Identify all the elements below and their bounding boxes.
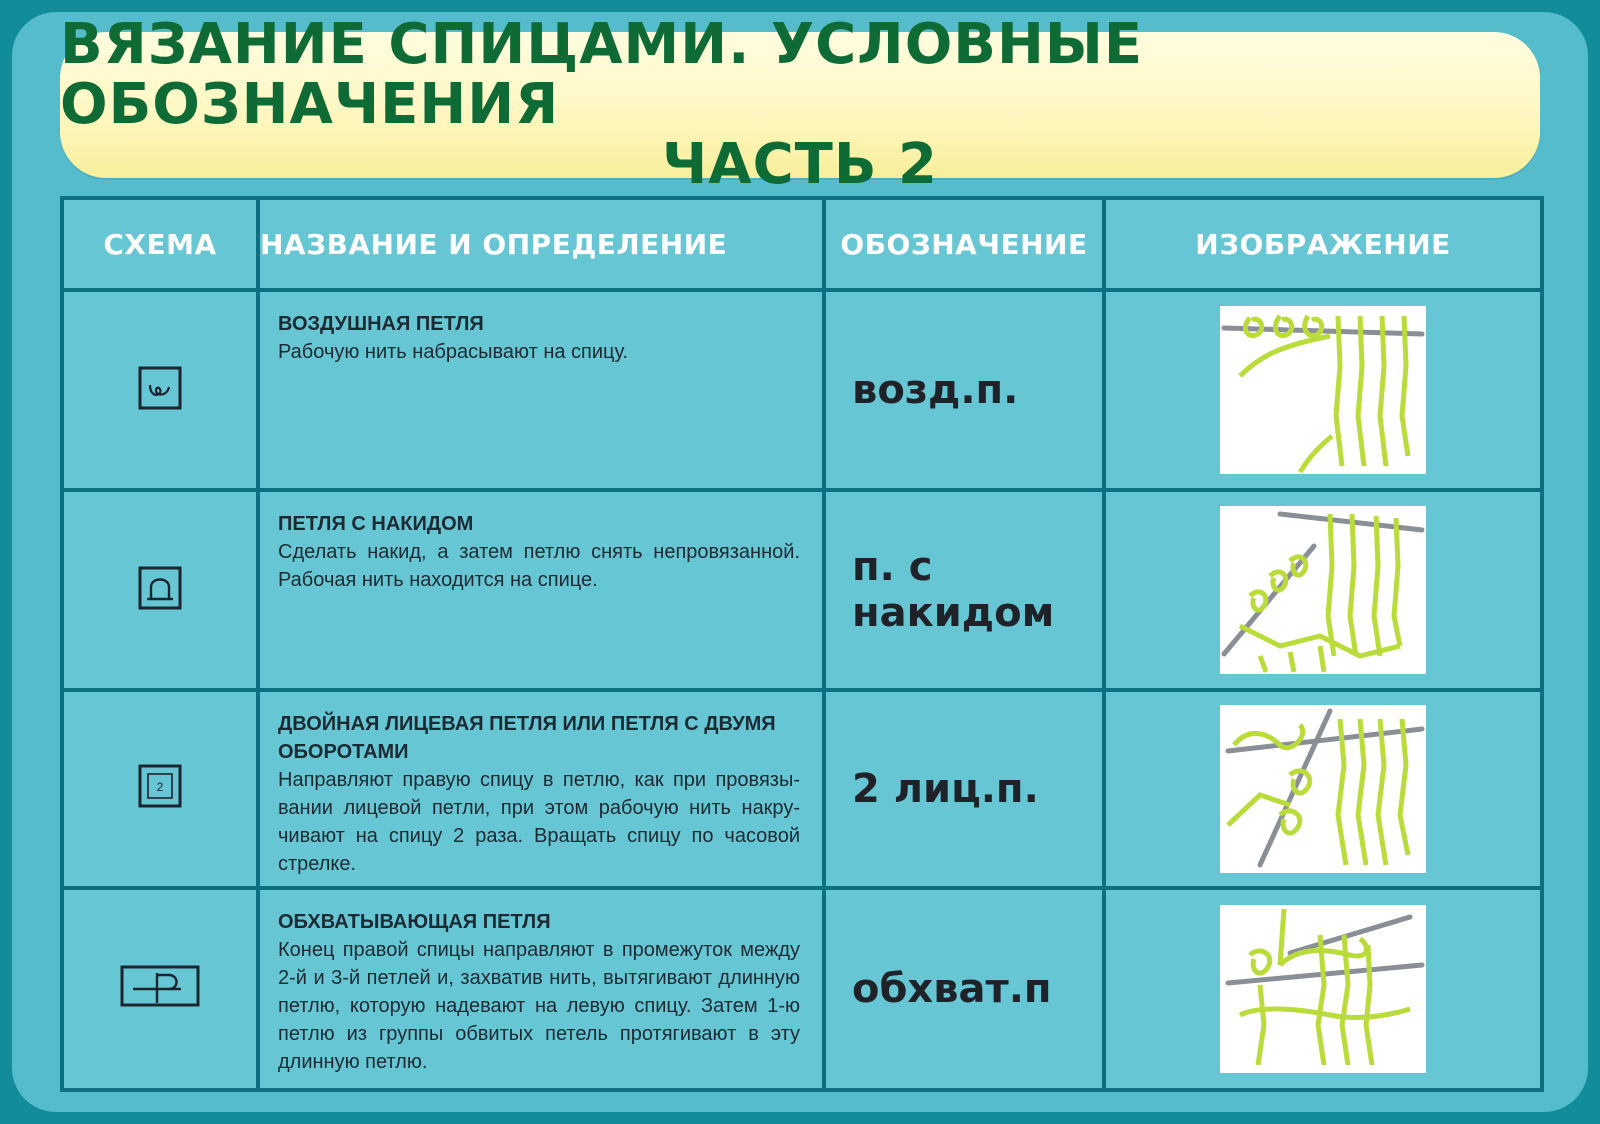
row-definition: Рабочую нить набрасывают на спицу. (278, 341, 629, 363)
knitting-illustration-icon (1220, 705, 1426, 873)
table-row (62, 690, 1542, 888)
description-cell (258, 290, 824, 490)
description-cell (258, 490, 824, 690)
table-row (62, 888, 1542, 1090)
table-row (62, 490, 1542, 690)
knitting-illustration-icon (1220, 506, 1426, 674)
table-row (62, 290, 1542, 490)
row-title: ДВОЙНАЯ ЛИЦЕВАЯ ПЕТЛЯ ИЛИ ПЕТЛЯ С ДВУМЯ ОБОРОТАМИ (278, 713, 776, 763)
notation-cell: обхват.п (824, 888, 1104, 1090)
notation-cell: 2 лиц.п. (824, 690, 1104, 888)
title-banner (60, 12, 1540, 197)
scheme-cell (62, 888, 258, 1090)
slipped-loop-with-yarn-over-symbol-icon (137, 565, 183, 611)
scheme-cell (62, 690, 258, 888)
image-cell (1104, 690, 1542, 888)
row-title: ОБХВАТЫВАЮЩАЯ ПЕТЛЯ (278, 910, 551, 933)
image-cell (1104, 490, 1542, 690)
image-cell (1104, 888, 1542, 1090)
row-definition: Направляют правую спицу в петлю, как при провязы-вании лицевой петли, при этом рабочую нить накру-чивают на спицу 2 раза. Вращать спицу по часовой стрелке. (278, 769, 800, 875)
wrapped-loop-symbol-icon (119, 963, 201, 1009)
air-loop-symbol-icon (137, 365, 183, 411)
column-header-scheme: СХЕМА (62, 198, 258, 290)
symbols-table (60, 196, 1544, 1092)
image-cell (1104, 290, 1542, 490)
row-title: ПЕТЛЯ С НАКИДОМ (278, 513, 474, 535)
description-cell (258, 690, 824, 888)
column-header-notation: ОБОЗНАЧЕНИЕ (824, 198, 1104, 290)
column-header-image: ИЗОБРАЖЕНИЕ (1104, 198, 1542, 290)
notation-cell: п. с накидом (824, 490, 1104, 690)
row-definition: Сделать накид, а затем петлю снять непровязанной. Рабочая нить находится на спице. (278, 541, 800, 591)
scheme-symbol-text: 2 (156, 780, 164, 795)
knitting-illustration-icon (1220, 306, 1426, 474)
scheme-cell (62, 290, 258, 490)
double-knit-loop-symbol-icon (137, 763, 183, 809)
row-definition: Конец правой спицы направляют в промежуток между 2-й и 3-й петлей и, захватив нить, вытягивают длинную петлю, которую надевают на левую спицу. Затем 1-ю петлю из группы обвитых петель протягивают в эту длинную петлю. (278, 938, 800, 1073)
page-subtitle: ЧАСТЬ 2 (661, 132, 939, 197)
column-header-name: НАЗВАНИЕ И ОПРЕДЕЛЕНИЕ (258, 198, 824, 290)
row-title: ВОЗДУШНАЯ ПЕТЛЯ (278, 313, 484, 335)
page-title: ВЯЗАНИЕ СПИЦАМИ. УСЛОВНЫЕ ОБОЗНАЧЕНИЯ (60, 12, 1144, 137)
scheme-cell (62, 490, 258, 690)
notation-cell: возд.п. (824, 290, 1104, 490)
knitting-illustration-icon (1220, 905, 1426, 1073)
description-cell (258, 888, 824, 1090)
table-header-row (62, 198, 1542, 290)
